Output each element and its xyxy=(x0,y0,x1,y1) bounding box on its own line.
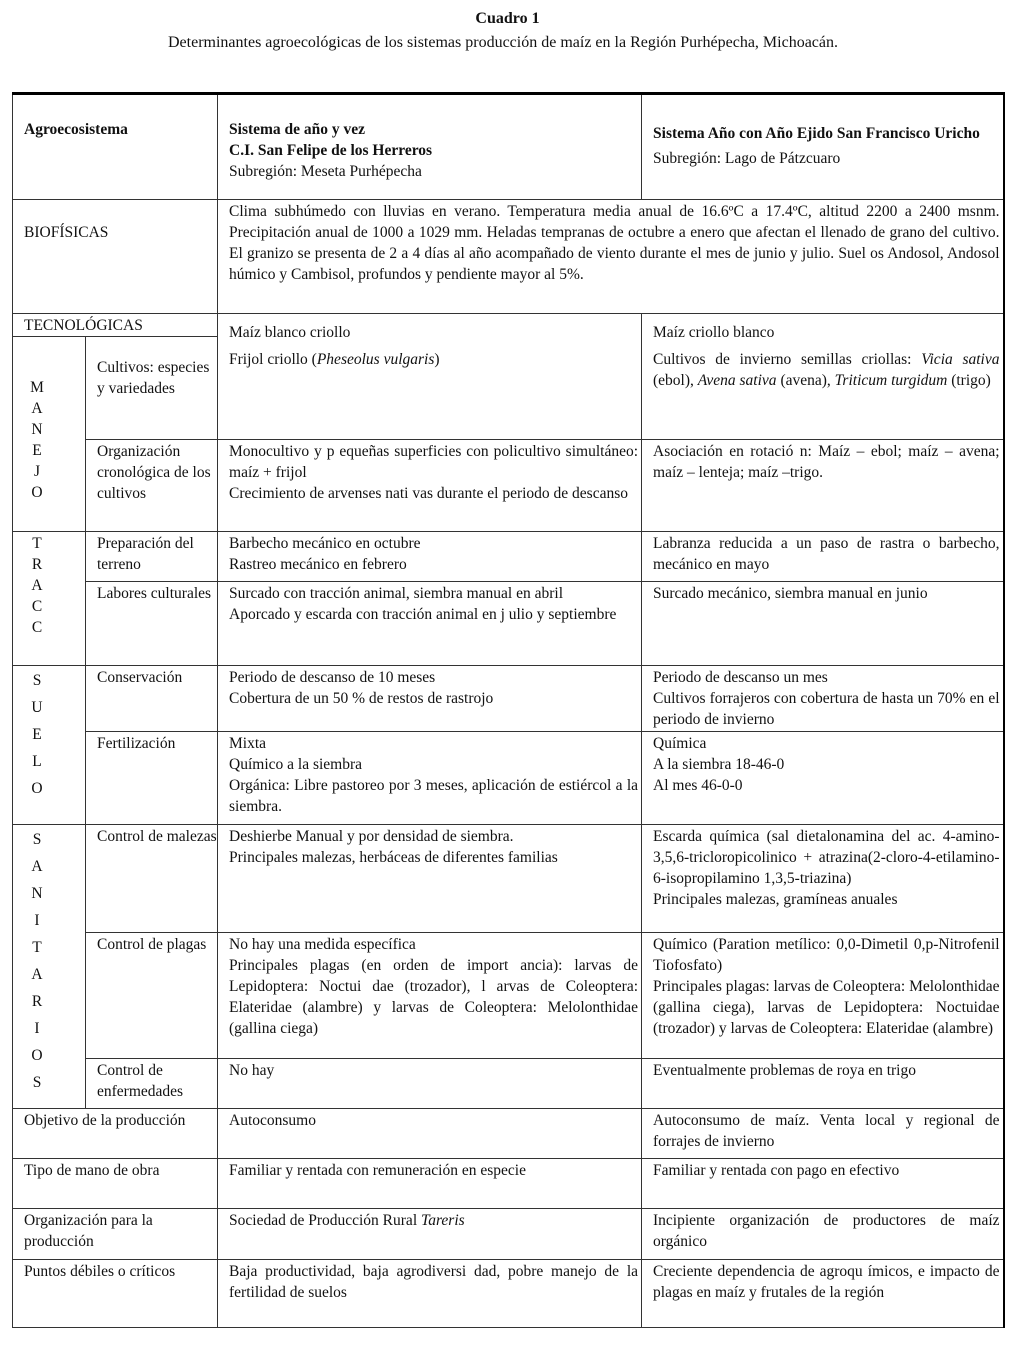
group-label: TRACC xyxy=(31,535,43,636)
cell-text: Rastreo mecánico en febrero xyxy=(229,556,407,573)
cell-text xyxy=(653,349,1000,391)
enfermedades-system-1: No hay xyxy=(218,1059,642,1109)
cell-text: Maíz criollo blanco xyxy=(653,324,775,341)
plagas-system-2 xyxy=(642,933,1004,1059)
text: Cultivos de invierno semillas criollas: xyxy=(653,351,922,368)
preparacion-system-2: Labranza reducida a un paso de rastra o barbecho, mecánico en mayo xyxy=(642,532,1004,582)
text: ) xyxy=(434,351,440,368)
row-fertilizacion xyxy=(13,732,1004,825)
cell-text: Surcado con tracción animal, siembra manual en abril xyxy=(229,585,563,602)
species-name: Triticum turgidum xyxy=(834,372,948,389)
text: Frijol criollo ( xyxy=(229,351,317,368)
cell-text: Deshierbe Manual y por densidad de siembra. xyxy=(229,828,514,845)
text: (trigo) xyxy=(947,372,991,389)
group-tracc xyxy=(13,532,86,666)
row-tecnologicas xyxy=(13,314,1004,337)
label-malezas: Control de malezas xyxy=(86,825,218,933)
label-puntos: Puntos débiles o críticos xyxy=(13,1260,218,1328)
mano-obra-system-1: Familiar y rentada con remuneración en especie xyxy=(218,1159,642,1209)
organizacion-system-2: Asociación en rotació n: Maíz – ebol; maíz – avena; maíz – lenteja; maíz –trigo. xyxy=(642,440,1004,532)
cell-text: Químico a la siembra xyxy=(229,756,363,773)
header-system-1-subregion: Subregión: Meseta Purhépecha xyxy=(229,163,422,180)
row-enfermedades xyxy=(13,1059,1004,1109)
cultivos-system-2 xyxy=(642,314,1004,440)
cell-text: A la siembra 18-46-0 xyxy=(653,756,785,773)
label-fertilizacion: Fertilización xyxy=(86,732,218,825)
cell-text: Principales malezas, gramíneas anuales xyxy=(653,891,898,908)
row-org-produccion xyxy=(13,1209,1004,1260)
cell-text: Crecimiento de arvenses nati vas durante el periodo de descanso xyxy=(229,485,628,502)
table-caption: Determinantes agroecológicas de los sistemas producción de maíz en la Región Purhépecha, Michoacán. xyxy=(168,34,838,51)
cell-text: Periodo de descanso un mes xyxy=(653,669,828,686)
labores-system-2: Surcado mecánico, siembra manual en junio xyxy=(642,582,1004,666)
malezas-system-1 xyxy=(218,825,642,933)
row-plagas xyxy=(13,933,1004,1059)
cell-text: Química xyxy=(653,735,707,752)
fertilizacion-system-2 xyxy=(642,732,1004,825)
cell-text: Principales plagas (en orden de import ancia): larvas de Lepidoptera: Noctui dae (trozador), l arvas de Coleoptera: Elateridae (alambre) y larvas de Coleoptera: Melolonthidae (gallina ciega) xyxy=(229,957,639,1037)
cell-text: Orgánica: Libre pastoreo por 3 meses, aplicación de estiércol a la siembra. xyxy=(229,777,639,815)
organization-name: Tareris xyxy=(421,1212,465,1229)
conservacion-system-1 xyxy=(218,666,642,732)
group-manejo xyxy=(13,337,86,532)
group-label: SUELO xyxy=(31,672,43,797)
labores-system-1 xyxy=(218,582,642,666)
cell-text: No hay una medida específica xyxy=(229,936,416,953)
conservacion-system-2 xyxy=(642,666,1004,732)
group-sanitarios xyxy=(13,825,86,1109)
row-malezas xyxy=(13,825,1004,933)
header-system-1-place: C.I. San Felipe de los Herreros xyxy=(229,142,433,159)
objetivo-system-1: Autoconsumo xyxy=(218,1109,642,1159)
cell-text: Escarda química (sal dietalonamina del ac. 4-amino-3,5,6-tricloropicolinico + atrazina(2-cloro-4-etilamino-6-isopropilamino 1,3,5-triazina) xyxy=(653,828,1000,887)
row-biofisicas xyxy=(13,200,1004,314)
text: (avena), xyxy=(776,372,835,389)
label-org-produccion: Organización para la producción xyxy=(13,1209,218,1260)
row-preparacion xyxy=(13,532,1004,582)
row-puntos xyxy=(13,1260,1004,1328)
objetivo-system-2: Autoconsumo de maíz. Venta local y regional de forrajes de invierno xyxy=(642,1109,1004,1159)
species-name: Pheseolus vulgaris xyxy=(316,351,435,368)
row-objetivo xyxy=(13,1109,1004,1159)
group-label: SANITARIOS xyxy=(31,831,43,1091)
cell-text: Periodo de descanso de 10 meses xyxy=(229,669,436,686)
header-row xyxy=(13,94,1004,200)
cell-text: Químico (Paration metílico: 0,0-Dimetil 0,p-Nitrofenil Tiofosfato) xyxy=(653,936,1000,974)
cultivos-system-1 xyxy=(218,314,642,440)
group-suelo xyxy=(13,666,86,825)
row-mano-obra xyxy=(13,1159,1004,1209)
cell-text: Barbecho mecánico en octubre xyxy=(229,535,421,552)
cell-text: Maíz blanco criollo xyxy=(229,324,351,341)
header-system-1 xyxy=(218,94,642,200)
agroecology-table xyxy=(12,92,1005,1328)
label-labores: Labores culturales xyxy=(86,582,218,666)
cell-text: Monocultivo y p equeñas superficies con policultivo simultáneo: maíz + frijol xyxy=(229,443,639,481)
puntos-system-2: Creciente dependencia de agroqu ímicos, e impacto de plagas en maíz y frutales de la región xyxy=(642,1260,1004,1328)
label-organizacion: Organización cronológica de los cultivos xyxy=(86,440,218,532)
biofisicas-text: Clima subhúmedo con lluvias en verano. Temperatura media anual de 16.6ºC a 17.4ºC, altitud 2200 a 2400 msnm. Precipitación anual de 1000 a 1029 mm. Heladas tempranas de octubre a enero que afectan el llenado de grano del cultivo. El granizo se presenta de 2 a 4 días al año acompañado de viento durante el mes de junio y julio. Suel os Andosol, Andosol húmico y Cambisol, profundos y pendiente mayor al 5%. xyxy=(218,200,1004,314)
cell-text: Al mes 46-0-0 xyxy=(653,777,743,794)
label-objetivo: Objetivo de la producción xyxy=(13,1109,218,1159)
species-name: Vicia sativa xyxy=(921,351,1000,368)
header-agroecosistema: Agroecosistema xyxy=(13,94,218,200)
group-label: MANEJO xyxy=(30,379,44,501)
label-tecnologicas: TECNOLÓGICAS xyxy=(13,314,218,337)
label-biofisicas: BIOFÍSICAS xyxy=(13,200,218,314)
plagas-system-1 xyxy=(218,933,642,1059)
label-conservacion: Conservación xyxy=(86,666,218,732)
header-system-2-subregion: Subregión: Lago de Pátzcuaro xyxy=(653,150,841,167)
table-number: Cuadro 1 xyxy=(475,10,540,27)
cell-text: Principales malezas, herbáceas de diferentes familias xyxy=(229,849,558,866)
cell-text: Principales plagas: larvas de Coleoptera: Melolonthidae (gallina ciega), larvas de Lepidoptera: Noctuidae (trozador) y larvas de Coleoptera: Elateridae (alambre) xyxy=(653,978,1000,1037)
cell-text: Cobertura de un 50 % de restos de rastrojo xyxy=(229,690,494,707)
enfermedades-system-2: Eventualmente problemas de roya en trigo xyxy=(642,1059,1004,1109)
organizacion-system-1 xyxy=(218,440,642,532)
label-plagas: Control de plagas xyxy=(86,933,218,1059)
fertilizacion-system-1 xyxy=(218,732,642,825)
text: (ebol), xyxy=(653,372,698,389)
malezas-system-2 xyxy=(642,825,1004,933)
label-mano-obra: Tipo de mano de obra xyxy=(13,1159,218,1209)
row-organizacion xyxy=(13,440,1004,532)
text: Sociedad de Producción Rural xyxy=(229,1212,421,1229)
cell-text: Cultivos forrajeros con cobertura de hasta un 70% en el periodo de invierno xyxy=(653,690,1000,728)
cell-text: Mixta xyxy=(229,735,267,752)
header-system-2-title: Sistema Año con Año Ejido San Francisco Uricho xyxy=(653,125,980,142)
preparacion-system-1 xyxy=(218,532,642,582)
species-name: Avena sativa xyxy=(697,372,777,389)
org-produccion-system-1 xyxy=(218,1209,642,1260)
row-conservacion xyxy=(13,666,1004,732)
row-labores xyxy=(13,582,1004,666)
mano-obra-system-2: Familiar y rentada con pago en efectivo xyxy=(642,1159,1004,1209)
puntos-system-1: Baja productividad, baja agrodiversi dad, pobre manejo de la fertilidad de suelos xyxy=(218,1260,642,1328)
header-system-1-title: Sistema de año y vez xyxy=(229,121,366,138)
label-preparacion: Preparación del terreno xyxy=(86,532,218,582)
cell-text xyxy=(229,349,638,370)
label-enfermedades: Control de enfermedades xyxy=(86,1059,218,1109)
cell-text: Aporcado y escarda con tracción animal en j ulio y septiembre xyxy=(229,606,617,623)
header-system-2 xyxy=(642,94,1004,200)
org-produccion-system-2: Incipiente organización de productores de maíz orgánico xyxy=(642,1209,1004,1260)
label-cultivos: Cultivos: especies y variedades xyxy=(86,337,218,440)
